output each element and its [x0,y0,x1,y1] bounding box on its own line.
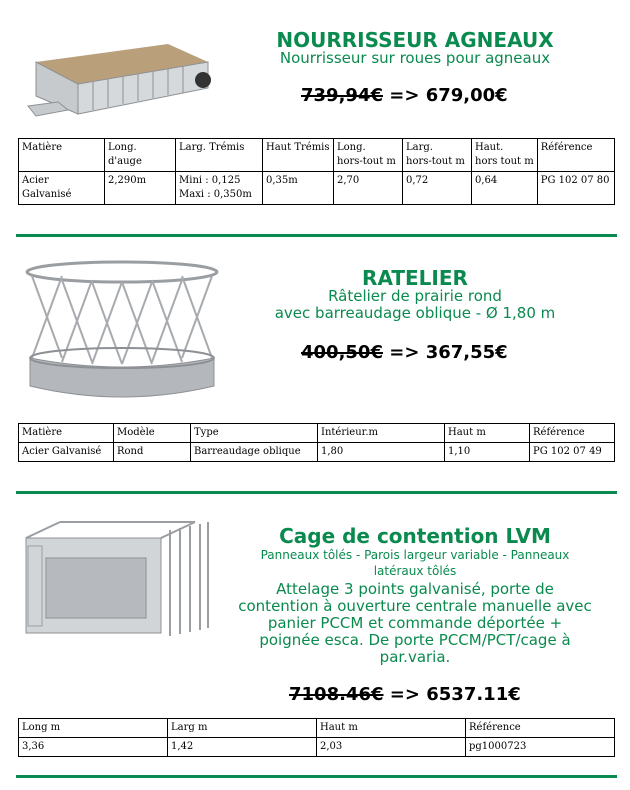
spec-table [18,423,615,462]
table-cell: Acier Galvanisé [19,443,114,462]
table-cell: 1,42 [168,738,317,757]
table-header-cell: Larg. hors-tout m [403,139,472,172]
table-cell: 3,36 [19,738,168,757]
table-header-cell: Référence [530,424,615,443]
table-header-cell: Type [191,424,318,443]
table-header-cell: Long m [19,719,168,738]
table-header-cell: Haut. hors tout m [472,139,538,172]
product-subtitle-line-2: avec barreaudage oblique - Ø 1,80 m [274,304,556,322]
table-row [19,172,615,205]
table-cell: 1,80 [318,443,445,462]
table-cell: PG 102 07 80 [537,172,614,205]
table-header-cell: Haut Trémis [263,139,334,172]
table-header-cell: Modèle [114,424,191,443]
new-price: 6537.11€ [426,684,521,705]
table-header-cell: Référence [466,719,615,738]
product-subtitle-small-line-1: Panneaux tôlés - Parois largeur variable - Panneaux [260,548,570,562]
product-description-line-4: poignée esca. De porte PCCM/PCT/cage à [259,631,571,649]
product-description-line-1: Attelage 3 points galvanisé, porte de [276,580,554,598]
product-description-line-5: par.varia. [379,648,451,666]
section-divider [16,234,617,237]
table-cell: Barreaudage oblique [191,443,318,462]
round-hay-rack-image [22,258,222,408]
table-cell: 2,70 [334,172,403,205]
spec-table [18,138,615,205]
table-header-row [19,139,615,172]
table-row [19,738,615,757]
old-price: 7108.46€ [289,684,384,705]
old-price: 739,94€ [301,85,383,106]
table-header-cell: Larg. Trémis [176,139,263,172]
product-description-line-2: contention à ouverture centrale manuelle avec [238,597,592,615]
restraint-cage-image [20,518,215,643]
price-arrow: => [389,85,420,106]
table-header-cell: Long. hors-tout m [334,139,403,172]
price-line [289,684,521,705]
table-header-cell: Référence [537,139,614,172]
table-header-cell: Long. d'auge [105,139,176,172]
product-description-line-3: panier PCCM et commande déportée + [267,614,563,632]
table-header-row [19,719,615,738]
table-header-cell: Haut m [317,719,466,738]
price-arrow: => [389,684,420,705]
table-header-row [19,424,615,443]
table-cell: 0,35m [263,172,334,205]
table-row [19,443,615,462]
product-subtitle-small-line-2: latéraux tôlés [373,564,457,578]
section-divider [16,491,617,494]
table-header-cell: Haut m [445,424,530,443]
table-header-cell: Matière [19,424,114,443]
product-title: RATELIER [362,266,468,290]
price-arrow: => [389,342,420,363]
spec-table [18,718,615,757]
price-line [301,342,508,363]
product-title: Cage de contention LVM [279,524,551,548]
table-cell: 1,10 [445,443,530,462]
table-cell: 2,290m [105,172,176,205]
old-price: 400,50€ [301,342,383,363]
table-cell: Acier Galvanisé [19,172,105,205]
table-cell: PG 102 07 49 [530,443,615,462]
table-cell: Mini : 0,125 Maxi : 0,350m [176,172,263,205]
product-subtitle: Nourrisseur sur roues pour agneaux [279,49,551,67]
lamb-feeder-image [18,22,218,122]
table-header-cell: Matière [19,139,105,172]
product-subtitle-line-1: Râtelier de prairie rond [328,287,502,305]
table-cell: 2,03 [317,738,466,757]
section-divider [16,775,617,778]
price-line [301,85,508,106]
new-price: 679,00€ [425,85,508,106]
table-cell: 0,72 [403,172,472,205]
new-price: 367,55€ [425,342,508,363]
table-cell: pg1000723 [466,738,615,757]
table-header-cell: Intérieur.m [318,424,445,443]
table-cell: Rond [114,443,191,462]
table-header-cell: Larg m [168,719,317,738]
product-title: NOURRISSEUR AGNEAUX [276,28,554,52]
table-cell: 0,64 [472,172,538,205]
